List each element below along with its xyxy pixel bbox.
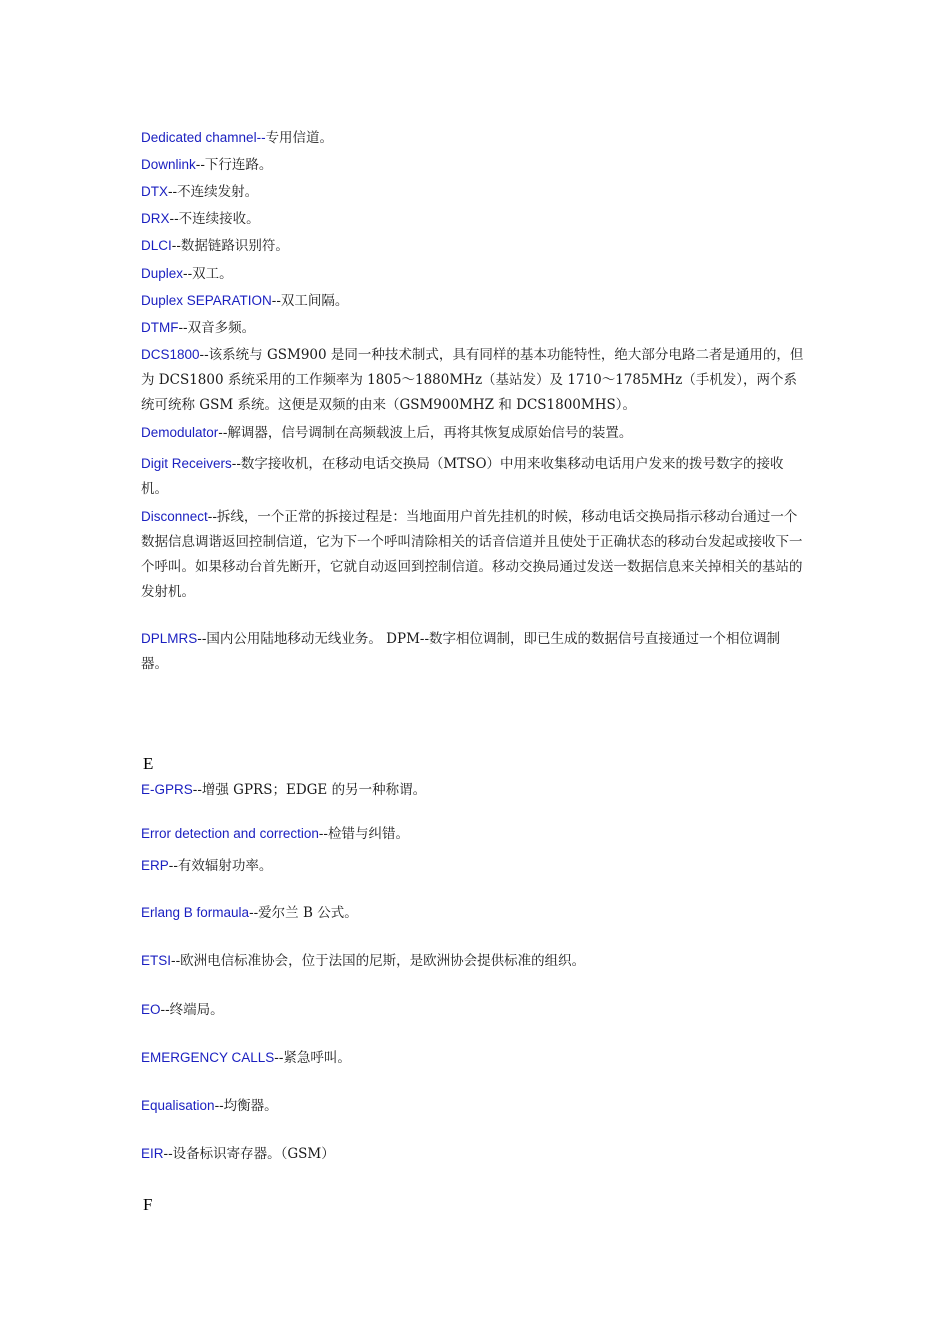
definition: --数据链路识别符。 bbox=[171, 238, 289, 254]
term-link[interactable]: Error detection and correction bbox=[141, 826, 319, 841]
definition: --爱尔兰 B 公式。 bbox=[249, 905, 358, 921]
definition: --设备标识寄存器。（GSM） bbox=[163, 1146, 335, 1162]
definition: --检错与纠错。 bbox=[318, 826, 409, 842]
definition: --国内公用陆地移动无线业务。 DPM--数字相位调制，即已生成的数据信号直接通过一个相位调制器。 bbox=[141, 631, 781, 672]
definition: --终端局。 bbox=[160, 1002, 224, 1018]
term-link[interactable]: DTMF bbox=[141, 320, 179, 335]
term-link[interactable]: Dedicated chamnel-- bbox=[141, 130, 266, 145]
entry-e-gprs bbox=[141, 777, 806, 803]
entry-eir bbox=[141, 1141, 806, 1167]
entry-downlink bbox=[141, 152, 806, 178]
entry-erlang-b bbox=[141, 900, 806, 926]
term-link[interactable]: DTX bbox=[141, 184, 168, 199]
entry-disconnect bbox=[141, 504, 806, 605]
term-link[interactable]: DPLMRS bbox=[141, 631, 198, 646]
definition: --该系统与 GSM900 是同一种技术制式，具有同样的基本功能特性，绝大部分电路二者是通用的，但为 DCS1800 系统采用的工作频率为 1805～1880MHz（基站发）及 1710～1785MHz（手机发），两个系统可统称 GSM 系统。这便是双频的由来（GSM900MHZ 和 DCS1800MHS）。 bbox=[141, 347, 804, 413]
entry-emergency-calls bbox=[141, 1045, 806, 1071]
term-link[interactable]: DRX bbox=[141, 211, 170, 226]
definition: --下行连路。 bbox=[195, 157, 273, 173]
entry-demodulator bbox=[141, 420, 806, 446]
entry-equalisation bbox=[141, 1093, 806, 1119]
term-link[interactable]: E-GPRS bbox=[141, 782, 193, 797]
entry-erp bbox=[141, 853, 806, 879]
term-link[interactable]: DLCI bbox=[141, 238, 172, 253]
term-link[interactable]: Duplex bbox=[141, 266, 184, 281]
entry-error-detection bbox=[141, 821, 806, 847]
section-letter-e: E bbox=[143, 754, 154, 773]
definition: --双工。 bbox=[183, 266, 233, 282]
definition: --双音多频。 bbox=[178, 320, 256, 336]
definition: --不连续接收。 bbox=[169, 211, 260, 227]
term-link[interactable]: ERP bbox=[141, 858, 169, 873]
definition: --均衡器。 bbox=[214, 1098, 278, 1114]
entry-etsi bbox=[141, 948, 806, 974]
entry-digit-receivers bbox=[141, 451, 806, 502]
entry-dtx bbox=[141, 179, 806, 205]
term-link[interactable]: Equalisation bbox=[141, 1098, 215, 1113]
term-link[interactable]: EIR bbox=[141, 1146, 164, 1161]
entry-drx bbox=[141, 206, 806, 232]
term-link[interactable]: Duplex SEPARATION bbox=[141, 293, 272, 308]
definition: --紧急呼叫。 bbox=[274, 1050, 351, 1066]
entry-dlci bbox=[141, 233, 806, 259]
term-link[interactable]: Downlink bbox=[141, 157, 196, 172]
definition: --拆线，一个正常的拆接过程是：当地面用户首先挂机的时候，移动电话交换局指示移动台通过一个数据信息调谐返回控制信道，它为下一个呼叫清除相关的话音信道并且使处于正确状态的移动台发起或接收下一个呼叫。如果移动台首先断开，它就自动返回到控制信道。移动交换局通过发送一数据信息来关掉相关的基站的发射机。 bbox=[141, 509, 803, 600]
definition: --不连续发射。 bbox=[168, 184, 259, 200]
term-link[interactable]: EMERGENCY CALLS bbox=[141, 1050, 275, 1065]
entry-dcs1800 bbox=[141, 342, 806, 418]
definition: 专用信道。 bbox=[265, 130, 334, 146]
definition: --数字接收机，在移动电话交换局（MTSO）中用来收集移动电话用户发来的拨号数字的接收机。 bbox=[141, 456, 784, 497]
term-link[interactable]: Digit Receivers bbox=[141, 456, 232, 471]
entry-duplex-separation bbox=[141, 288, 806, 314]
definition: --解调器，信号调制在高频载波上后，再将其恢复成原始信号的装置。 bbox=[218, 425, 633, 441]
section-letter-f: F bbox=[143, 1195, 153, 1214]
term-link[interactable]: Demodulator bbox=[141, 425, 219, 440]
entry-dedicated-channel bbox=[141, 125, 806, 151]
entry-eo bbox=[141, 997, 806, 1023]
term-link[interactable]: DCS1800 bbox=[141, 347, 200, 362]
term-link[interactable]: ETSI bbox=[141, 953, 172, 968]
entry-duplex bbox=[141, 261, 806, 287]
definition: --欧洲电信标准协会，位于法国的尼斯，是欧洲协会提供标准的组织。 bbox=[171, 953, 586, 969]
entry-dplmrs bbox=[141, 626, 806, 677]
definition: --双工间隔。 bbox=[271, 293, 349, 309]
term-link[interactable]: Disconnect bbox=[141, 509, 208, 524]
term-link[interactable]: Erlang B formaula bbox=[141, 905, 250, 920]
entry-dtmf bbox=[141, 315, 806, 341]
definition: --增强 GPRS；EDGE 的另一种称谓。 bbox=[192, 782, 427, 798]
term-link[interactable]: EO bbox=[141, 1002, 161, 1017]
definition: --有效辐射功率。 bbox=[168, 858, 273, 874]
